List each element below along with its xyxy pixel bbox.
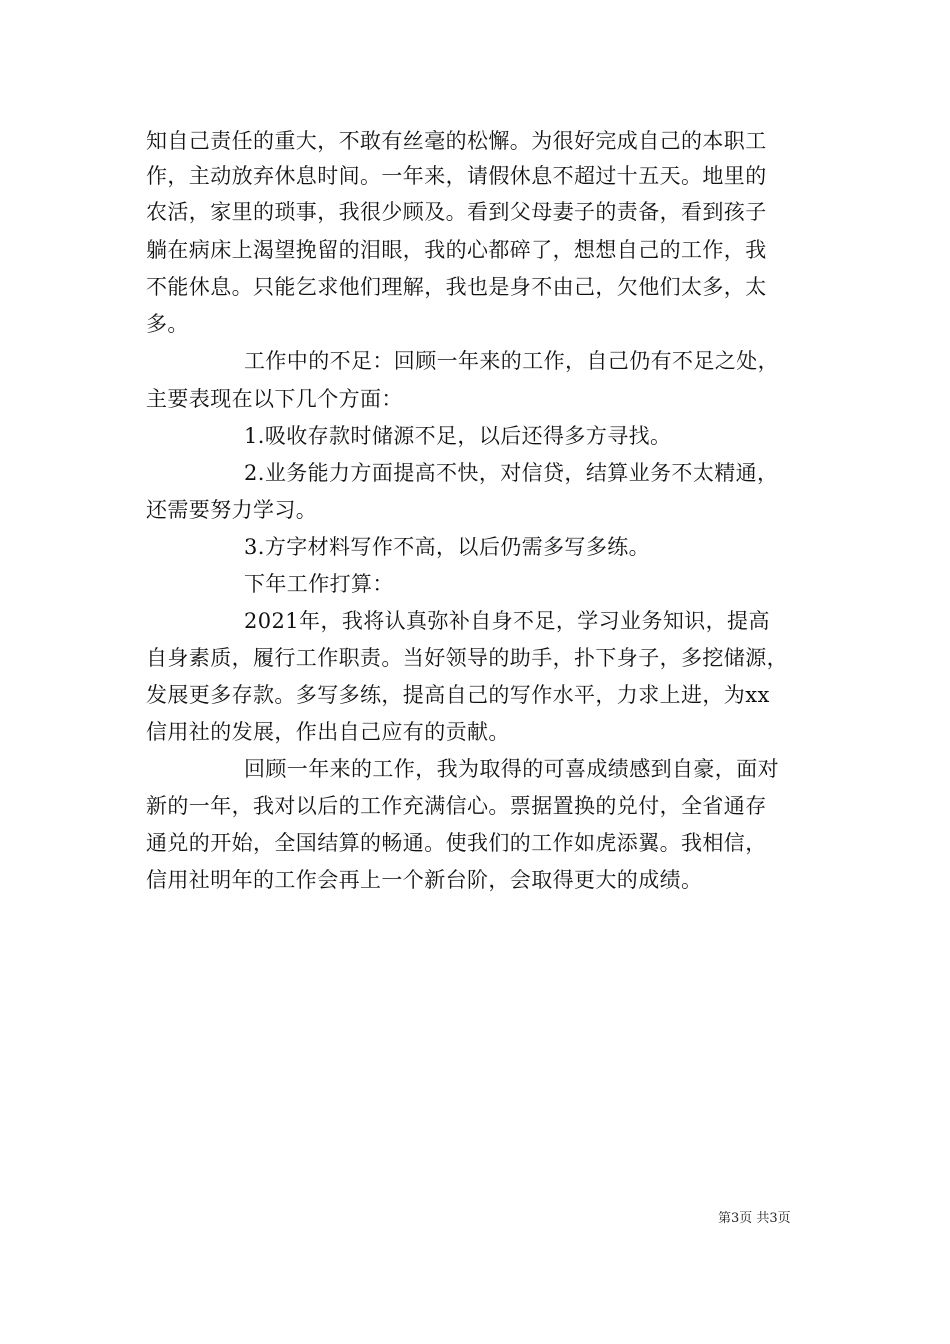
text-line: 通兑的开始，全国结算的畅通。使我们的工作如虎添翼。我相信， bbox=[146, 831, 767, 855]
text-line: 农活，家里的琐事，我很少顾及。看到父母妻子的责备，看到孩子 bbox=[146, 200, 767, 224]
list-item: 3.方字材料写作不高，以后仍需多写多练。 bbox=[244, 535, 651, 559]
text-line: 新的一年，我对以后的工作充满信心。票据置换的兑付，全省通存 bbox=[146, 794, 767, 818]
section-heading: 下年工作打算： bbox=[244, 572, 394, 596]
text-line: 信用社的发展，作出自己应有的贡献。 bbox=[146, 720, 510, 744]
text-line: 回顾一年来的工作，我为取得的可喜成绩感到自豪，面对 bbox=[244, 757, 779, 781]
text-line: 不能休息。只能乞求他们理解，我也是身不由己，欠他们太多，太 bbox=[146, 275, 767, 299]
text-line: 发展更多存款。多写多练，提高自己的写作水平，力求上进，为xx bbox=[146, 683, 770, 707]
page-number: 第3页 共3页 bbox=[718, 1211, 791, 1226]
text-line: 2021年，我将认真弥补自身不足，学习业务知识，提高 bbox=[244, 609, 770, 633]
text-line: 知自己责任的重大，不敢有丝毫的松懈。为很好完成自己的本职工 bbox=[146, 129, 767, 153]
list-item: 2.业务能力方面提高不快，对信贷，结算业务不太精通， bbox=[244, 461, 779, 485]
text-line: 自身素质，履行工作职责。当好领导的助手，扑下身子，多挖储源， bbox=[146, 646, 788, 670]
text-line: 还需要努力学习。 bbox=[146, 498, 318, 522]
text-line: 作，主动放弃休息时间。一年来，请假休息不超过十五天。地里的 bbox=[146, 164, 767, 188]
text-line: 工作中的不足：回顾一年来的工作，自己仍有不足之处， bbox=[244, 349, 779, 373]
text-line: 信用社明年的工作会再上一个新台阶，会取得更大的成绩。 bbox=[146, 868, 703, 892]
list-item: 1.吸收存款时储源不足，以后还得多方寻找。 bbox=[244, 424, 672, 448]
text-line: 主要表现在以下几个方面： bbox=[146, 387, 403, 411]
text-line: 多。 bbox=[146, 312, 189, 336]
text-line: 躺在病床上渴望挽留的泪眼，我的心都碎了，想想自己的工作，我 bbox=[146, 238, 767, 262]
